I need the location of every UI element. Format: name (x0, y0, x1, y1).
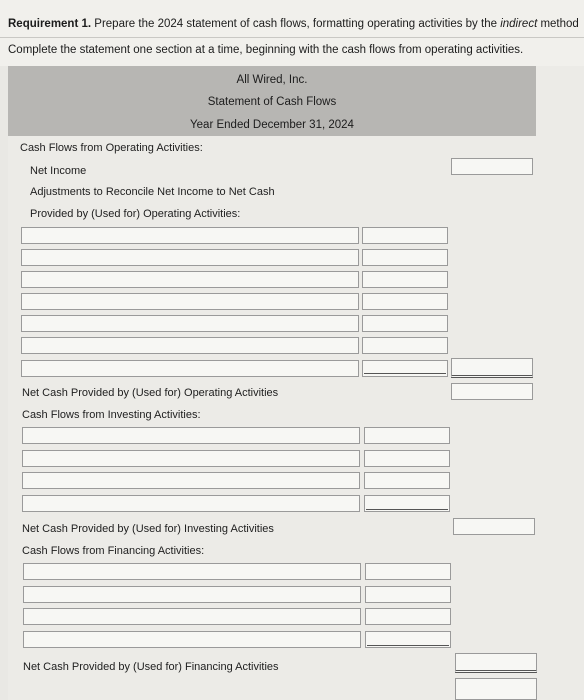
operating-amount-input-7[interactable] (362, 360, 448, 377)
net-income-input[interactable] (451, 158, 533, 175)
operating-desc-input-2[interactable] (21, 249, 359, 266)
net-change-input[interactable] (455, 678, 537, 700)
investing-net-label: Net Cash Provided by (Used for) Investing Activities (22, 523, 274, 535)
financing-net-input[interactable] (455, 653, 537, 673)
financing-amount-input-2[interactable] (365, 586, 451, 603)
investing-desc-input-2[interactable] (22, 450, 360, 467)
investing-amount-input-3[interactable] (364, 472, 450, 489)
operating-subtotal-input[interactable] (451, 358, 533, 378)
operating-desc-input-6[interactable] (21, 337, 359, 354)
financing-underline (367, 645, 449, 646)
investing-amount-input-1[interactable] (364, 427, 450, 444)
operating-net-input[interactable] (451, 383, 533, 400)
statement-title: Statement of Cash Flows (207, 96, 337, 108)
adjustments-label-2: Provided by (Used for) Operating Activities: (30, 208, 241, 220)
financing-desc-input-1[interactable] (23, 563, 361, 580)
operating-desc-input-1[interactable] (21, 227, 359, 244)
financing-heading: Cash Flows from Financing Activities: (22, 545, 205, 557)
operating-desc-input-3[interactable] (21, 271, 359, 288)
requirement-italic: indirect (500, 18, 538, 30)
operating-amount-input-5[interactable] (362, 315, 448, 332)
operating-amount-input-3[interactable] (362, 271, 448, 288)
investing-desc-input-4[interactable] (22, 495, 360, 512)
subtotal-underline (364, 373, 446, 374)
operating-desc-input-5[interactable] (21, 315, 359, 332)
operating-heading: Cash Flows from Operating Activities: (20, 142, 203, 154)
operating-amount-input-2[interactable] (362, 249, 448, 266)
investing-desc-input-1[interactable] (22, 427, 360, 444)
net-income-label: Net Income (30, 165, 87, 177)
requirement-end: method (537, 18, 579, 30)
operating-amount-input-6[interactable] (362, 337, 448, 354)
company-name: All Wired, Inc. (236, 74, 308, 86)
operating-desc-input-4[interactable] (21, 293, 359, 310)
operating-amount-input-4[interactable] (362, 293, 448, 310)
financing-net-label: Net Cash Provided by (Used for) Financing Activities (23, 661, 279, 673)
financing-desc-input-3[interactable] (23, 608, 361, 625)
investing-heading: Cash Flows from Investing Activities: (22, 409, 201, 421)
statement-period: Year Ended December 31, 2024 (190, 119, 354, 131)
instruction-complete: Complete the statement one section at a time, beginning with the cash flows from operating activities. (8, 44, 524, 56)
financing-amount-input-1[interactable] (365, 563, 451, 580)
divider (0, 37, 584, 38)
investing-net-input[interactable] (453, 518, 535, 535)
instructions-area (0, 0, 584, 66)
requirement-body: Prepare the 2024 statement of cash flows, formatting operating activities by the (91, 18, 501, 30)
investing-desc-input-3[interactable] (22, 472, 360, 489)
financing-amount-input-3[interactable] (365, 608, 451, 625)
investing-amount-input-2[interactable] (364, 450, 450, 467)
investing-underline (366, 509, 448, 510)
financing-desc-input-4[interactable] (23, 631, 361, 648)
operating-desc-input-7[interactable] (21, 360, 359, 377)
operating-net-label: Net Cash Provided by (Used for) Operating Activities (22, 387, 279, 399)
adjustments-label-1: Adjustments to Reconcile Net Income to Net Cash (30, 186, 275, 198)
requirement-label: Requirement 1. (8, 18, 92, 30)
operating-amount-input-1[interactable] (362, 227, 448, 244)
requirement-text (8, 18, 579, 30)
financing-desc-input-2[interactable] (23, 586, 361, 603)
